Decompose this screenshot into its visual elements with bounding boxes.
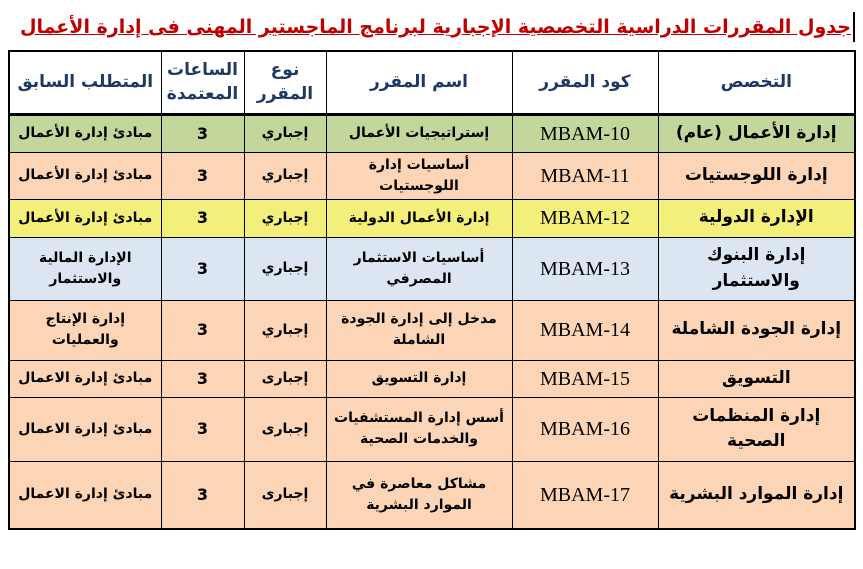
cell-credit-hours: 3 <box>161 237 244 300</box>
cell-course-name: إدارة الأعمال الدولية <box>326 199 512 237</box>
cell-course-type: إجبارى <box>244 360 326 397</box>
cell-prerequisite: مبادئ إدارة الأعمال <box>9 199 161 237</box>
cell-course-name: مدخل إلى إدارة الجودة الشاملة <box>326 300 512 360</box>
cell-course-name: أسس إدارة المستشفيات والخدمات الصحية <box>326 397 512 461</box>
title-start-bar <box>853 12 855 42</box>
table-row <box>9 300 855 360</box>
cell-course-code: MBAM-11 <box>512 152 658 199</box>
cell-prerequisite: مبادئ إدارة الأعمال <box>9 152 161 199</box>
cell-course-code: MBAM-15 <box>512 360 658 397</box>
cell-course-code: MBAM-13 <box>512 237 658 300</box>
cell-course-type: إجبارى <box>244 397 326 461</box>
cell-course-name: أساسيات إدارة اللوجستيات <box>326 152 512 199</box>
cell-credit-hours: 3 <box>161 300 244 360</box>
cell-prerequisite: إدارة الإنتاج والعمليات <box>9 300 161 360</box>
cell-prerequisite: الإدارة المالية والاستثمار <box>9 237 161 300</box>
cell-specialization: إدارة الأعمال (عام) <box>658 114 855 152</box>
cell-course-type: إجباري <box>244 300 326 360</box>
header-course-type: نوع المقرر <box>244 51 326 114</box>
cell-course-type: إجباري <box>244 152 326 199</box>
page-title: جدول المقررات الدراسية التخصصية الإجبارية لبرنامج الماجستير المهنى فى إدارة الأعمال <box>19 16 851 38</box>
cell-specialization: التسويق <box>658 360 855 397</box>
cell-course-code: MBAM-16 <box>512 397 658 461</box>
cell-credit-hours: 3 <box>161 397 244 461</box>
table-header-row <box>9 51 855 114</box>
cell-specialization: إدارة الجودة الشاملة <box>658 300 855 360</box>
cell-course-name: أساسيات الاستثمار المصرفي <box>326 237 512 300</box>
header-prerequisite: المتطلب السابق <box>9 51 161 114</box>
cell-course-code: MBAM-14 <box>512 300 658 360</box>
cell-course-name: إدارة التسويق <box>326 360 512 397</box>
document-title <box>0 0 863 48</box>
cell-course-code: MBAM-10 <box>512 114 658 152</box>
cell-prerequisite: مبادئ إدارة الاعمال <box>9 360 161 397</box>
cell-prerequisite: مبادئ إدارة الاعمال <box>9 397 161 461</box>
table-row <box>9 461 855 529</box>
cell-credit-hours: 3 <box>161 360 244 397</box>
cell-course-type: إجباري <box>244 237 326 300</box>
header-course-name: اسم المقرر <box>326 51 512 114</box>
cell-specialization: إدارة اللوجستيات <box>658 152 855 199</box>
table-row <box>9 114 855 152</box>
header-course-code: كود المقرر <box>512 51 658 114</box>
table-row <box>9 152 855 199</box>
cell-credit-hours: 3 <box>161 152 244 199</box>
cell-credit-hours: 3 <box>161 461 244 529</box>
cell-course-name: مشاكل معاصرة في الموارد البشرية <box>326 461 512 529</box>
cell-course-code: MBAM-17 <box>512 461 658 529</box>
courses-table <box>8 50 856 530</box>
cell-course-name: إستراتيجيات الأعمال <box>326 114 512 152</box>
table-row <box>9 237 855 300</box>
table-row <box>9 397 855 461</box>
cell-credit-hours: 3 <box>161 114 244 152</box>
cell-course-type: إجباري <box>244 199 326 237</box>
header-credit-hours: الساعات المعتمدة <box>161 51 244 114</box>
cell-course-type: إجبارى <box>244 461 326 529</box>
cell-credit-hours: 3 <box>161 199 244 237</box>
cell-prerequisite: مبادئ إدارة الأعمال <box>9 114 161 152</box>
cell-specialization: الإدارة الدولية <box>658 199 855 237</box>
table-row <box>9 360 855 397</box>
cell-course-type: إجباري <box>244 114 326 152</box>
cell-specialization: إدارة الموارد البشرية <box>658 461 855 529</box>
header-specialization: التخصص <box>658 51 855 114</box>
cell-course-code: MBAM-12 <box>512 199 658 237</box>
table-row <box>9 199 855 237</box>
cell-prerequisite: مبادئ إدارة الاعمال <box>9 461 161 529</box>
cell-specialization: إدارة المنظمات الصحية <box>658 397 855 461</box>
cell-specialization: إدارة البنوك والاستثمار <box>658 237 855 300</box>
